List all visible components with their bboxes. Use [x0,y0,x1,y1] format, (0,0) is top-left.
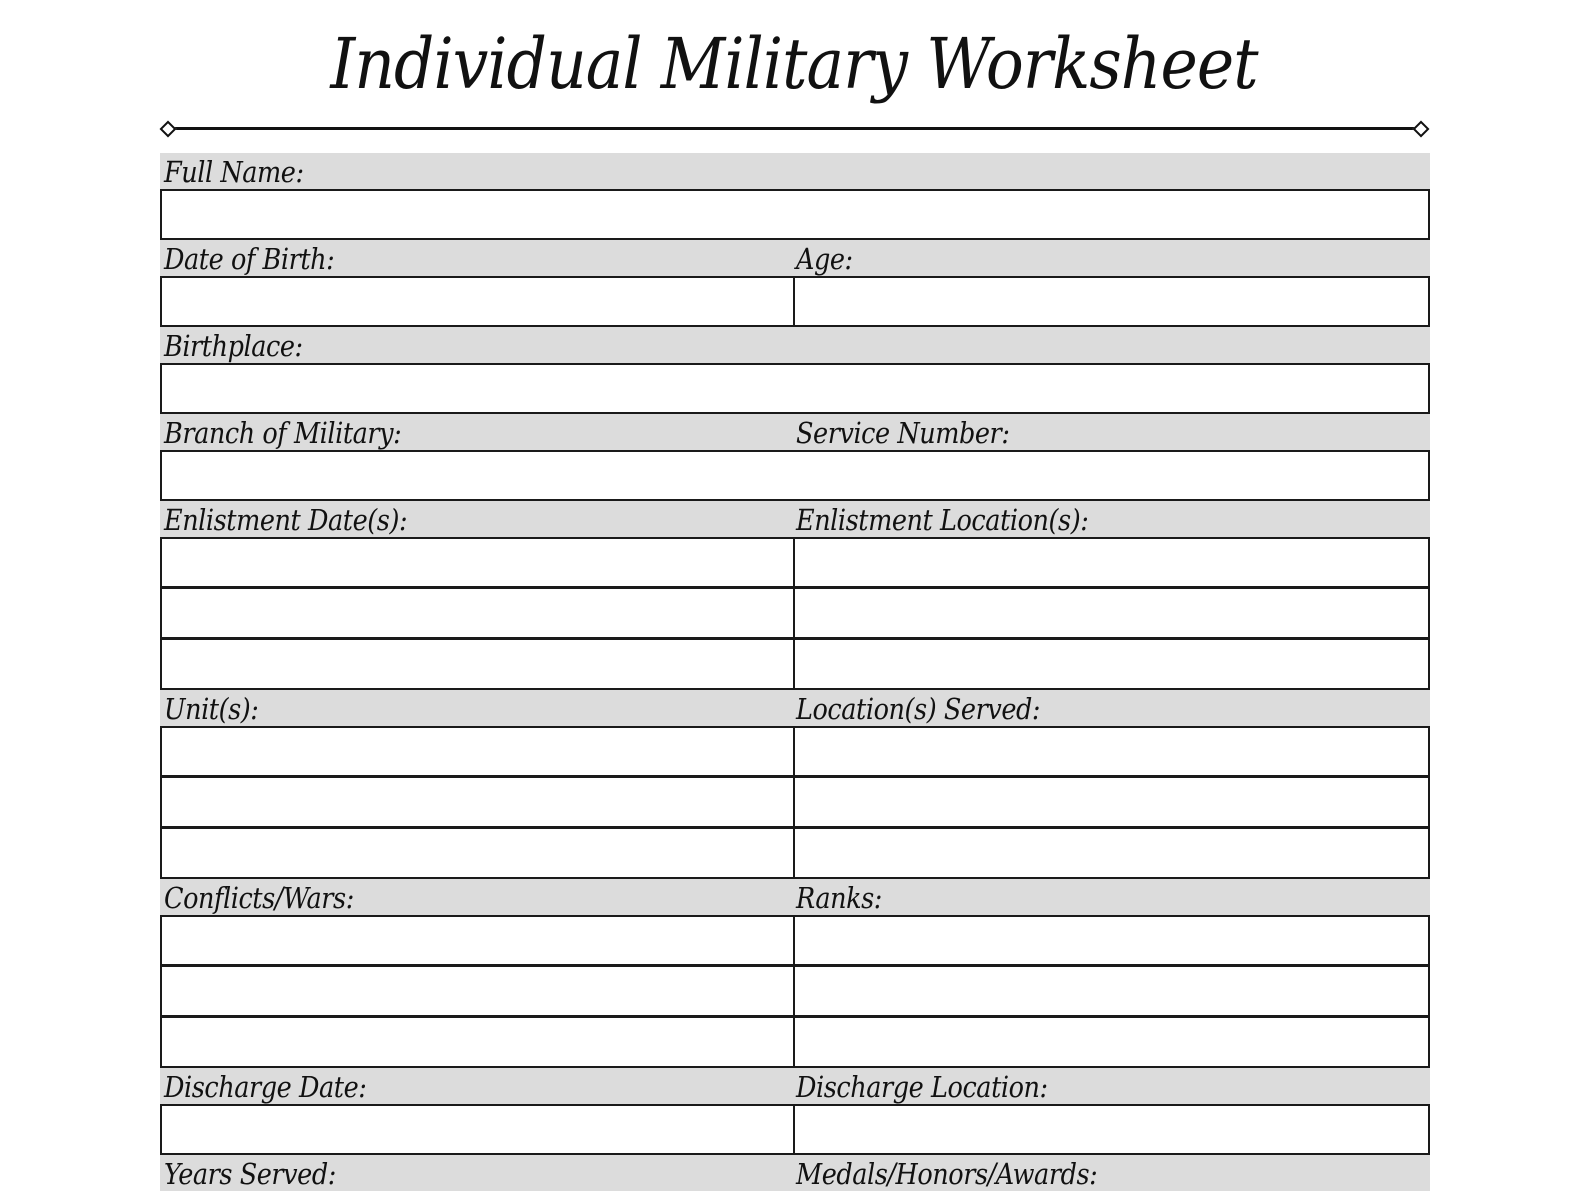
branch-service-section [160,414,1430,501]
divider-right-diamond-icon [1413,121,1430,138]
dob-age-row [160,276,1430,327]
units-row [160,726,1430,777]
label-band [160,1155,1430,1191]
locations-served-label: Location(s) Served: [796,692,1041,726]
date-of-birth-label: Date of Birth: [164,242,335,276]
rank-field[interactable] [795,967,1428,1015]
medals-honors-awards-label: Medals/Honors/Awards: [796,1157,1098,1191]
conflicts-section [160,879,1430,1068]
enlistment-section [160,501,1430,690]
worksheet-title: Individual Military Worksheet [330,23,1258,105]
birthplace-label: Birthplace: [164,329,303,363]
conflicts-row [160,915,1430,966]
discharge-location-field[interactable] [795,1106,1428,1153]
enlistment-row [160,588,1430,639]
date-of-birth-field[interactable] [162,278,795,325]
dob-age-section [160,240,1430,327]
enlistment-row [160,537,1430,588]
discharge-row [160,1104,1430,1155]
unit-field[interactable] [162,778,795,826]
label-band [160,879,1430,915]
conflict-field[interactable] [162,1018,795,1066]
title-divider [163,127,1425,130]
label-band [160,1068,1430,1104]
discharge-location-label: Discharge Location: [796,1070,1048,1104]
discharge-date-field[interactable] [162,1106,795,1153]
label-band [160,501,1430,537]
label-band [160,153,1430,189]
conflict-field[interactable] [162,967,795,1015]
units-label: Unit(s): [164,692,259,726]
ranks-label: Ranks: [796,881,882,915]
units-row [160,828,1430,879]
service-number-label: Service Number: [796,416,1010,450]
label-band [160,240,1430,276]
location-served-field[interactable] [795,829,1428,877]
enlistment-location-field[interactable] [795,589,1428,637]
units-section [160,690,1430,879]
full-name-section [160,153,1430,240]
discharge-date-label: Discharge Date: [164,1070,367,1104]
enlistment-row [160,639,1430,690]
full-name-label: Full Name: [164,155,304,189]
label-band [160,414,1430,450]
birthplace-cell[interactable] [162,365,1428,412]
conflicts-row [160,1017,1430,1068]
label-band [160,327,1430,363]
full-name-field[interactable] [160,189,1430,240]
enlistment-date-field[interactable] [162,539,795,586]
birthplace-field[interactable] [160,363,1430,414]
full-name-cell[interactable] [162,191,1428,238]
enlistment-locations-label: Enlistment Location(s): [796,503,1089,537]
worksheet-form [160,153,1430,1191]
conflicts-wars-label: Conflicts/Wars: [164,881,354,915]
location-served-field[interactable] [795,778,1428,826]
branch-service-cell[interactable] [162,452,1428,499]
branch-service-field[interactable] [160,450,1430,501]
age-label: Age: [796,242,853,276]
enlistment-date-field[interactable] [162,589,795,637]
conflict-field[interactable] [162,917,795,964]
units-row [160,777,1430,828]
birthplace-section [160,327,1430,414]
enlistment-location-field[interactable] [795,640,1428,688]
unit-field[interactable] [162,728,795,775]
enlistment-date-field[interactable] [162,640,795,688]
divider-left-diamond-icon [160,121,177,138]
years-section [160,1155,1430,1191]
enlistment-location-field[interactable] [795,539,1428,586]
branch-of-military-label: Branch of Military: [164,416,402,450]
label-band [160,690,1430,726]
years-served-label: Years Served: [164,1157,336,1191]
discharge-section [160,1068,1430,1155]
unit-field[interactable] [162,829,795,877]
rank-field[interactable] [795,917,1428,964]
location-served-field[interactable] [795,728,1428,775]
rank-field[interactable] [795,1018,1428,1066]
enlistment-dates-label: Enlistment Date(s): [164,503,408,537]
conflicts-row [160,966,1430,1017]
age-field[interactable] [795,278,1428,325]
